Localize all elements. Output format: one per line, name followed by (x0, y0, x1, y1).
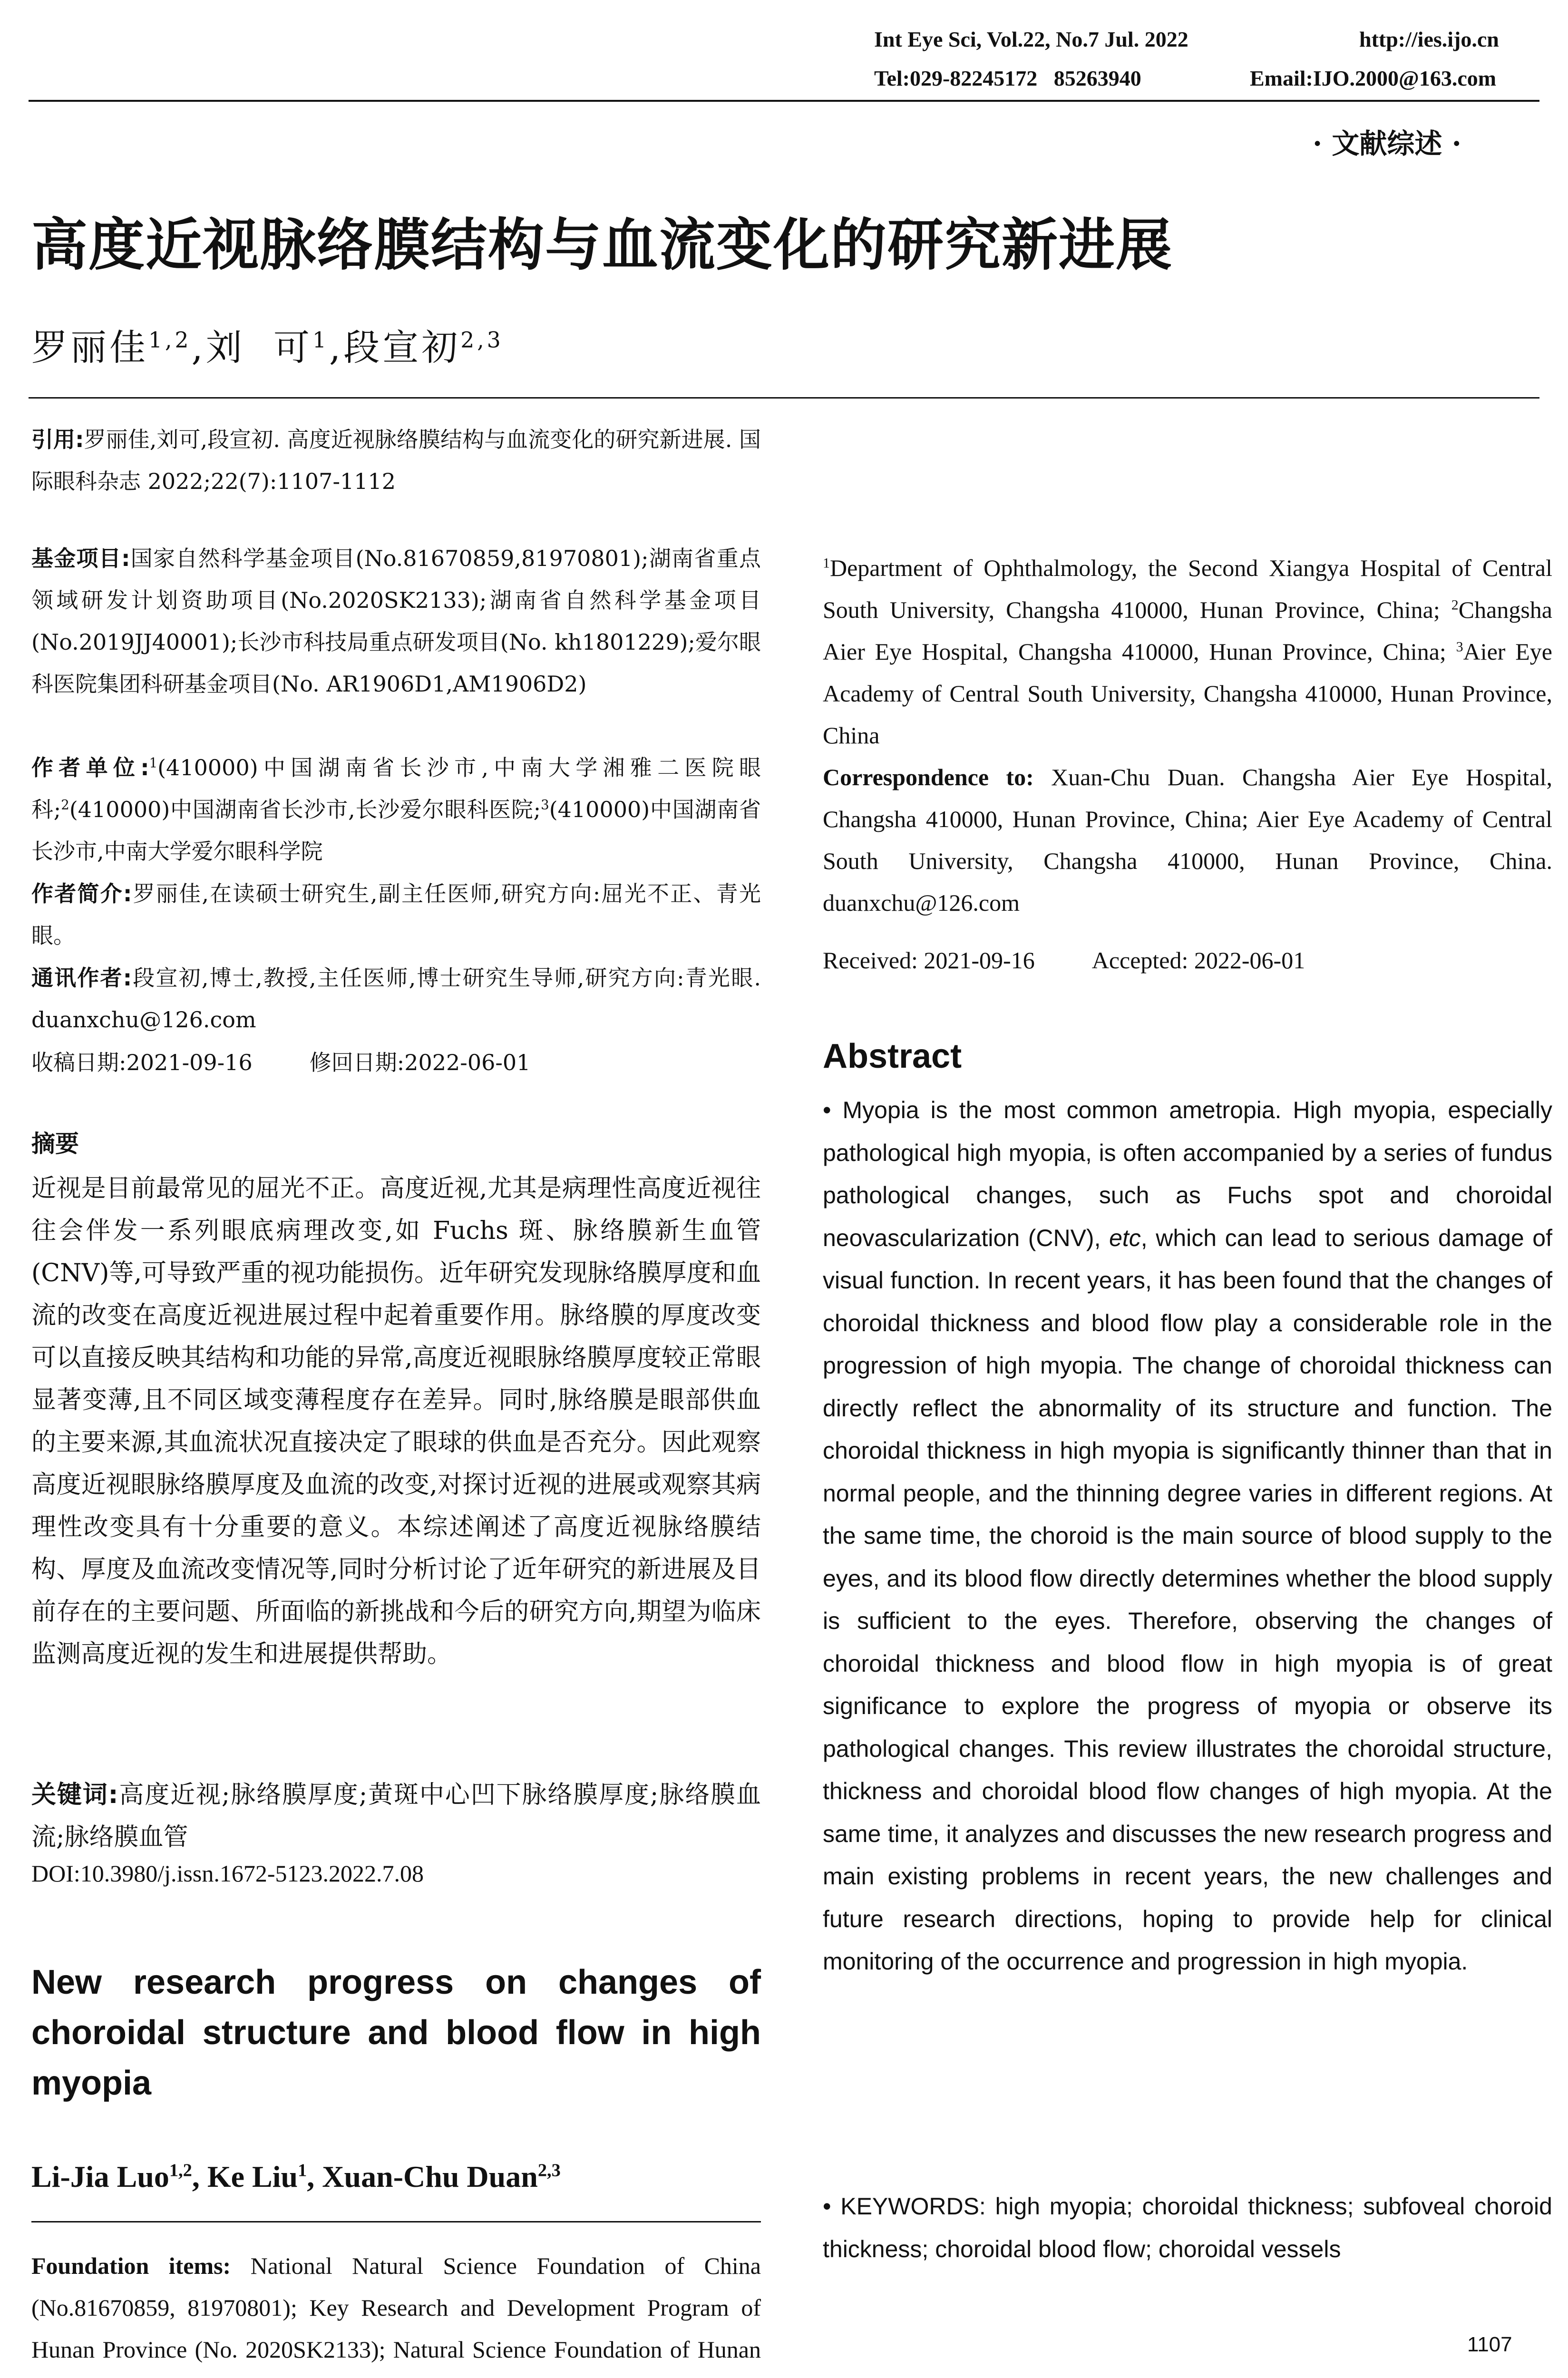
bio-cn-block (31, 873, 761, 956)
affil-en-3: Aier Eye Academy of Central South University, Changsha 410000, Hunan Province, China (823, 638, 1553, 749)
dates-cn (31, 1042, 530, 1083)
affil-cn-sup-3: 3 (541, 797, 549, 813)
authors-en-rule (31, 2221, 761, 2222)
correspondence-en-label: Correspondence to: (823, 764, 1034, 790)
author-cn-1-affil: 1,2 (148, 327, 192, 353)
page-number: 1107 (1467, 2333, 1512, 2356)
funding-cn-text: 国家自然科学基金项目(No.81670859,81970801);湖南省重点领域研发计划资助项目(No.2020SK2133);湖南省自然科学基金项目(No.2019JJ40001);长沙市科技局重点研发项目(No. kh1801229);爱尔眼科医院集团科研基金项目(No. AR1906D1,AM1906D2) (31, 546, 761, 697)
keywords-en-bullet: • (823, 2193, 831, 2220)
author-cn-3: 段宣初 (343, 326, 461, 369)
bio-cn-text: 罗丽佳,在读硕士研究生,副主任医师,研究方向:屈光不正、青光眼。 (31, 881, 761, 948)
accepted-en-label: Accepted: (1091, 947, 1188, 974)
dates-en (823, 946, 1305, 974)
author-cn-1: 罗丽佳 (31, 326, 148, 369)
keywords-en-block (823, 2185, 1552, 2271)
section-tag: · 文献综述 · (1313, 127, 1461, 160)
header-rule (29, 100, 1539, 102)
author-cn-3-affil: 2,3 (460, 327, 504, 353)
received-en-label: Received: (823, 947, 918, 974)
authors-cn: 罗丽佳$^{1,2}$,刘 可$^1$,段宣初$^{2,3}$ (31, 326, 504, 369)
affil-cn-2: (410000)中国湖南省长沙市,长沙爱尔眼科医院; (69, 797, 541, 822)
doi[interactable]: DOI:10.3980/j.issn.1672-5123.2022.7.08 (31, 1860, 424, 1887)
foundation-en-label: Foundation items: (31, 2252, 231, 2279)
corr-cn-label: 通讯作者: (31, 965, 132, 991)
correspondence-en-text: Xuan-Chu Duan. Changsha Aier Eye Hospital, Changsha 410000, Hunan Province, China; Aier Eye Academy of Central South University, Changsha 410000, Hunan Province, China. duanxchu@126.com (823, 764, 1553, 916)
funding-cn-label: 基金项目: (31, 546, 130, 571)
author-en-1: Li-Jia Luo (31, 2160, 169, 2193)
citation-block (31, 419, 761, 502)
affil-cn-sup-1: 1 (149, 755, 158, 771)
abstract-en-pre: Myopia is the most common ametropia. High myopia, especially pathological high myopia, is often accompanied by a series of fundus pathological changes, such as Fuchs spot and choroidal neovascularization (CNV), (823, 1097, 1552, 1251)
author-en-3: Xuan-Chu Duan (322, 2160, 538, 2193)
received-cn-date: 2021-09-16 (126, 1050, 253, 1075)
journal-email[interactable]: Email:IJO.2000@163.com (1250, 66, 1497, 90)
keywords-cn-label: 关键词: (31, 1781, 118, 1809)
journal-citation: Int Eye Sci, Vol.22, No.7 Jul. 2022 (874, 27, 1188, 51)
corr-cn-text: 段宣初,博士,教授,主任医师,博士研究生导师,研究方向:青光眼. duanxchu@126.com (31, 965, 761, 1033)
author-cn-2: 刘 可 (205, 326, 313, 369)
author-en-2: Ke Liu (207, 2160, 298, 2193)
corr-cn-block (31, 957, 761, 1041)
affil-cn-3: (410000)中国湖南省长沙市,中南大学爱尔眼科学院 (31, 797, 761, 864)
keywords-cn-block (31, 1774, 761, 1859)
affil-cn-1: (410000)中国湖南省长沙市,中南大学湘雅二医院眼科; (31, 755, 761, 822)
abstract-en-post: , which can lead to serious damage of visual function. In recent years, it has been found that the changes of choroidal thickness and blood flow play a considerable role in the progression of high myopia. The change of choroidal thickness can directly reflect the abnormality of its structure and function. The choroidal thickness in high myopia is significantly thinner than that in normal people, and the thinning degree varies in different regions. At the same time, the choroid is the main source of blood supply to the eyes, and its blood flow directly determines whether the blood supply is sufficient to the eyes. Therefore, observing the changes of choroidal thickness and blood flow in high myopia is of great significance to explore the progress of myopia or observe its pathological changes. This review illustrates the choroidal structure, thickness and choroidal blood flow changes of high myopia. At the same time, it analyzes and discusses the new research progress and main existing problems in recent years, the new challenges and future research directions, hoping to provide help for clinical monitoring of the occurrence and progression in high myopia. (823, 1224, 1552, 1975)
abstract-en-text (823, 1089, 1552, 1983)
journal-url[interactable]: http://ies.ijo.cn (1359, 27, 1499, 51)
affiliation-cn-block (31, 747, 761, 872)
author-en-3-affil: 2,3 (537, 2160, 561, 2181)
abstract-cn-heading: 摘要 (31, 1130, 79, 1158)
abstract-en-etc: etc (1109, 1224, 1141, 1251)
title-rule (29, 397, 1539, 399)
keywords-cn-text: 高度近视;脉络膜厚度;黄斑中心凹下脉络膜厚度;脉络膜血流;脉络膜血管 (31, 1781, 761, 1852)
received-en-date: 2021-09-16 (924, 947, 1035, 974)
author-en-1-affil: 1,2 (169, 2160, 192, 2181)
received-cn-label: 收稿日期: (31, 1050, 127, 1075)
authors-en: Li-Jia Luo$^{1,2}$, Ke Liu$^1$, Xuan-Chu Duan$^{2,3}$ (31, 2160, 561, 2193)
affil-en-sup-1: 1 (823, 555, 830, 571)
affil-cn-sup-2: 2 (61, 797, 69, 813)
affil-en-sup-3: 3 (1456, 639, 1463, 655)
author-cn-2-affil: 1 (312, 327, 330, 353)
abstract-en-bullet: • (823, 1097, 831, 1123)
abstract-en-heading: Abstract (823, 1037, 962, 1075)
affiliation-en-block (823, 547, 1552, 756)
correspondence-en-block (823, 756, 1552, 924)
title-cn: 高度近视脉络膜结构与血流变化的研究新进展 (31, 212, 1173, 278)
accepted-en-date: 2022-06-01 (1194, 947, 1305, 974)
bio-cn-label: 作者简介: (31, 881, 132, 906)
revised-cn-label: 修回日期: (309, 1050, 405, 1075)
title-en: New research progress on changes of choroidal structure and blood flow in high myopia (31, 1963, 761, 2102)
journal-tel: Tel:029-82245172 85263940 (874, 66, 1141, 90)
affil-en-1: Department of Ophthalmology, the Second Xiangya Hospital of Central South University, Changsha 410000, Hunan Province, China; (823, 555, 1552, 623)
foundation-en-text: National Natural Science Foundation of China (No.81670859, 81970801); Key Research and Development Program of Hunan Province (No. 2020SK2133); Natural Science Foundation of Hunan (31, 2252, 761, 2363)
abstract-cn-text: 近视是目前最常见的屈光不正。高度近视,尤其是病理性高度近视往往会伴发一系列眼底病理改变,如 Fuchs 斑、脉络膜新生血管(CNV)等,可导致严重的视功能损伤。近年研究发现脉络膜厚度和血流的改变在高度近视进展过程中起着重要作用。脉络膜的厚度改变可以直接反映其结构和功能的异常,高度近视眼脉络膜厚度较正常眼显著变薄,且不同区域变薄程度存在差异。同时,脉络膜是眼部供血的主要来源,其血流状况直接决定了眼球的供血是否充分。因此观察高度近视眼脉络膜厚度及血流的改变,对探讨近视的进展或观察其病理性改变具有十分重要的意义。本综述阐述了高度近视脉络膜结构、厚度及血流改变情况等,同时分析讨论了近年研究的新进展及目前存在的主要问题、所面临的新挑战和今后的研究方向,期望为临床监测高度近视的发生和进展提供帮助。 (31, 1174, 761, 1668)
funding-cn-block (31, 537, 761, 705)
affil-en-sup-2: 2 (1451, 597, 1459, 613)
revised-cn-date: 2022-06-01 (404, 1050, 531, 1075)
keywords-en-label: KEYWORDS: (840, 2193, 986, 2220)
affiliation-cn-label: 作者单位: (31, 755, 149, 780)
citation-label: 引用: (31, 427, 84, 452)
citation-text: 罗丽佳,刘可,段宣初. 高度近视脉络膜结构与血流变化的研究新进展. 国际眼科杂志 2022;22(7):1107-1112 (31, 427, 761, 494)
foundation-en-block (31, 2245, 761, 2363)
keywords-en-text: high myopia; choroidal thickness; subfoveal choroid thickness; choroidal blood flow; choroidal vessels (823, 2193, 1552, 2262)
author-en-2-affil: 1 (298, 2160, 307, 2181)
affil-en-2: Changsha Aier Eye Hospital, Changsha 410000, Hunan Province, China; (823, 596, 1552, 665)
